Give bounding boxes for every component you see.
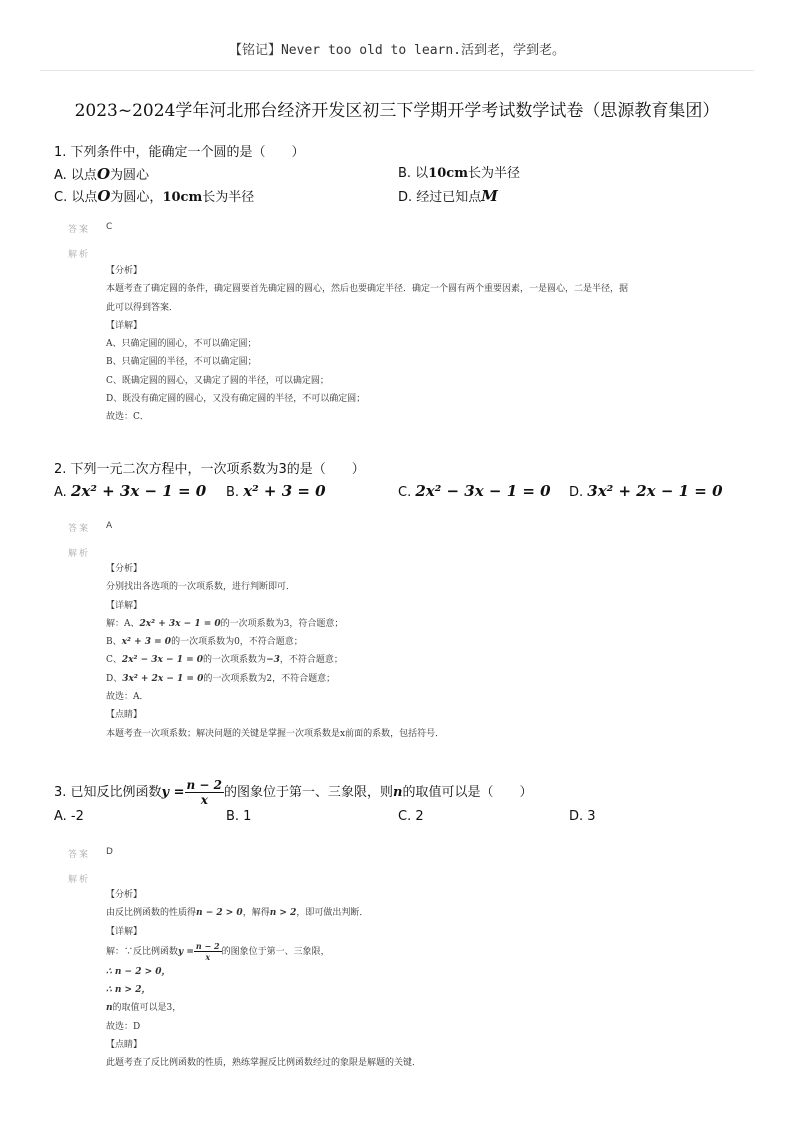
question-3 xyxy=(54,776,754,828)
q3-analysis: 【分析】 由反比例函数的性质得n − 2 > 0，解得n > 2，即可做出判断． 【详解】 解：∵反比例函数y = $\frac{n - 2}{x}$ 的图象位于第一、三象限， ∴ n − 2 > 0， ∴ n > 2， n的取值可以是3， 故选：D 【点睛】 此题考查了反比例函数的性质，熟练掌握反比例函数经过的象限是解题的关键． xyxy=(106,890,422,1069)
q2-option-c: C. 2x² − 3x − 1 = 0 xyxy=(398,482,551,500)
q3-option-c: C. 2 xyxy=(398,809,424,824)
question-1 xyxy=(54,143,754,207)
q1-option-b: B. 以10cm长为半径 xyxy=(398,166,520,181)
q2-option-a: A. 2x² + 3x − 1 = 0 xyxy=(54,482,207,500)
q1-answer-value: C xyxy=(106,222,113,232)
question-2 xyxy=(54,460,754,502)
q2-option-b: B. x² + 3 = 0 xyxy=(226,482,326,500)
q1-analysis-label: 解析 xyxy=(68,250,91,260)
q1-analysis: 【分析】 本题考查了确定圆的条件，确定圆要首先确定圆的圆心，然后也要确定半径．确定一个圆有两个重要因素，一是圆心，二是半径，据 此可以得到答案． 【详解】 A、只确定圆的圆心，不可以确定圆； B、只确定圆的半径，不可以确定圆； C、既确定圆的圆心，又确定了圆的半径，可以确定圆； D、既没有确定圆的圆心，又没有确定圆的半径，不可以确定圆； 故选：C． xyxy=(106,266,629,423)
q2-answer-value: A xyxy=(106,521,113,531)
q3-option-b: B. 1 xyxy=(226,809,252,824)
question-1-options-row1 xyxy=(54,163,754,185)
q3-analysis-fraction: $\frac{n - 2}{x}$ xyxy=(195,940,220,962)
q3-option-a: A. -2 xyxy=(54,809,84,824)
header-divider xyxy=(40,70,754,71)
q3-answer-value: D xyxy=(106,847,113,857)
page-title: 2023~2024学年河北邢台经济开发区初三下学期开学考试数学试卷（思源教育集团） xyxy=(74,101,720,121)
q3-option-d: D. 3 xyxy=(569,809,596,824)
question-2-stem: 2. 下列一元二次方程中，一次项系数为3的是（ ） xyxy=(54,462,365,477)
question-3-stem: 3. 已知反比例函数y = $\frac{n - 2}{x}$ 的图象位于第一、三象限，则n的取值可以是（ ） xyxy=(54,778,533,807)
question-3-options xyxy=(54,806,754,828)
q3-fraction: $\frac{n - 2}{x}$ xyxy=(186,778,223,807)
q1-option-a: A. 以点O为圆心 xyxy=(54,165,150,183)
question-1-options-row2 xyxy=(54,185,754,207)
q1-option-c: C. 以点O为圆心，10cm长为半径 xyxy=(54,187,255,205)
q1-answer-label: 答案 xyxy=(68,225,91,235)
q3-analysis-label: 解析 xyxy=(68,875,91,885)
motto-header: 【铭记】Never too old to learn.活到老，学到老。 xyxy=(228,43,565,58)
q2-option-d: D. 3x² + 2x − 1 = 0 xyxy=(569,482,723,500)
question-1-stem: 1. 下列条件中，能确定一个圆的是（ ） xyxy=(54,145,305,160)
q2-analysis: 【分析】 分别找出各选项的一次项系数，进行判断即可． 【详解】 解：A、2x² + 3x − 1 = 0的一次项系数为3，符合题意； B、x² + 3 = 0的一次项系数为0，不符合题意； C、2x² − 3x − 1 = 0的一次项系数为−3，不符合题意； D、3x² + 2x − 1 = 0的一次项系数为2，不符合题意； 故选：A． 【点睛】 本题考查一次项系数；解决问题的关键是掌握一次项系数是x前面的系数，包括符号． xyxy=(106,564,445,739)
q1-option-d: D. 经过已知点M xyxy=(398,187,498,205)
q3-answer-label: 答案 xyxy=(68,850,91,860)
question-2-options xyxy=(54,480,754,502)
q2-answer-label: 答案 xyxy=(68,524,91,534)
q2-analysis-label: 解析 xyxy=(68,549,91,559)
